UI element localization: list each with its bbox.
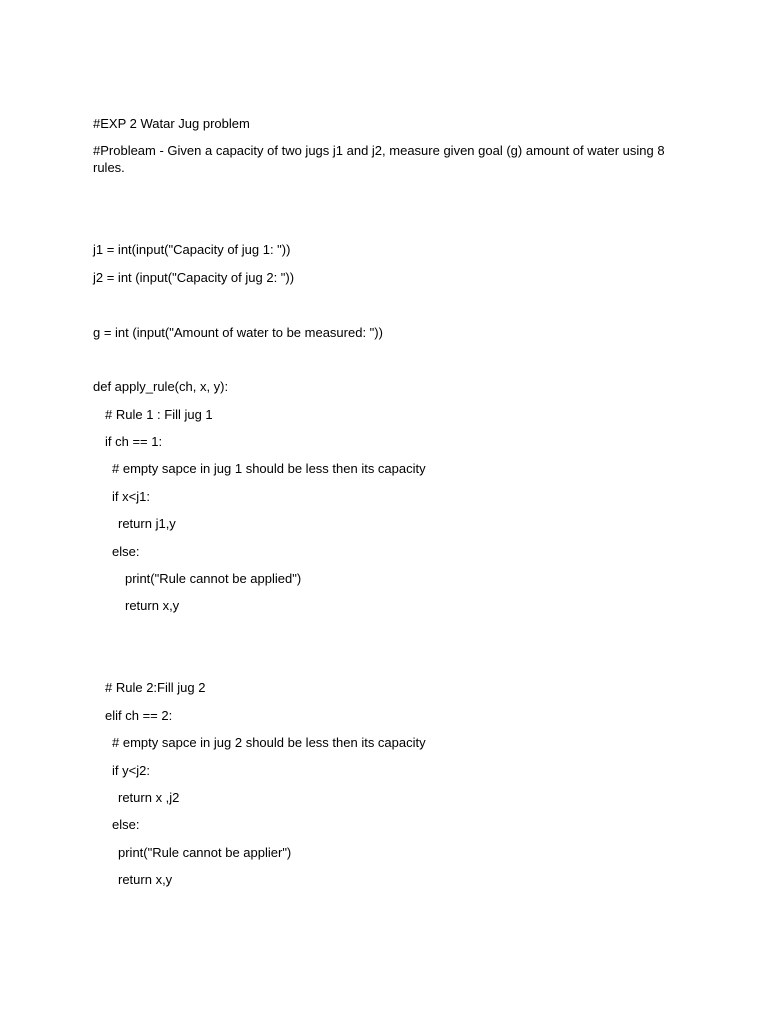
code-line: j2 = int (input("Capacity of jug 2: ")): [93, 270, 295, 285]
code-comment: # empty sapce in jug 2 should be less then its capacity: [112, 735, 426, 750]
code-line: elif ch == 2:: [105, 708, 173, 723]
code-line: if ch == 1:: [105, 434, 163, 449]
code-comment: # empty sapce in jug 1 should be less then its capacity: [112, 461, 426, 476]
code-line: g = int (input("Amount of water to be measured: ")): [93, 325, 383, 340]
code-line: print("Rule cannot be applier"): [118, 845, 292, 860]
code-line: return x,y: [118, 872, 173, 887]
document-title: #EXP 2 Watar Jug problem: [93, 116, 250, 131]
code-line: if x<j1:: [112, 489, 150, 504]
code-line: print("Rule cannot be applied"): [125, 571, 302, 586]
code-line: return x,y: [125, 598, 180, 613]
code-line: if y<j2:: [112, 763, 150, 778]
code-line: else:: [112, 817, 140, 832]
code-line: return x ,j2: [118, 790, 180, 805]
problem-statement: #Probleam - Given a capacity of two jugs j1 and j2, measure given goal (g) amount of water using 8 rules.: [93, 143, 665, 175]
code-line: j1 = int(input("Capacity of jug 1: ")): [93, 242, 291, 257]
code-line: return j1,y: [118, 516, 176, 531]
code-comment: # Rule 2:Fill jug 2: [105, 680, 206, 695]
code-line: def apply_rule(ch, x, y):: [93, 379, 229, 394]
code-line: else:: [112, 544, 140, 559]
code-comment: # Rule 1 : Fill jug 1: [105, 407, 213, 422]
